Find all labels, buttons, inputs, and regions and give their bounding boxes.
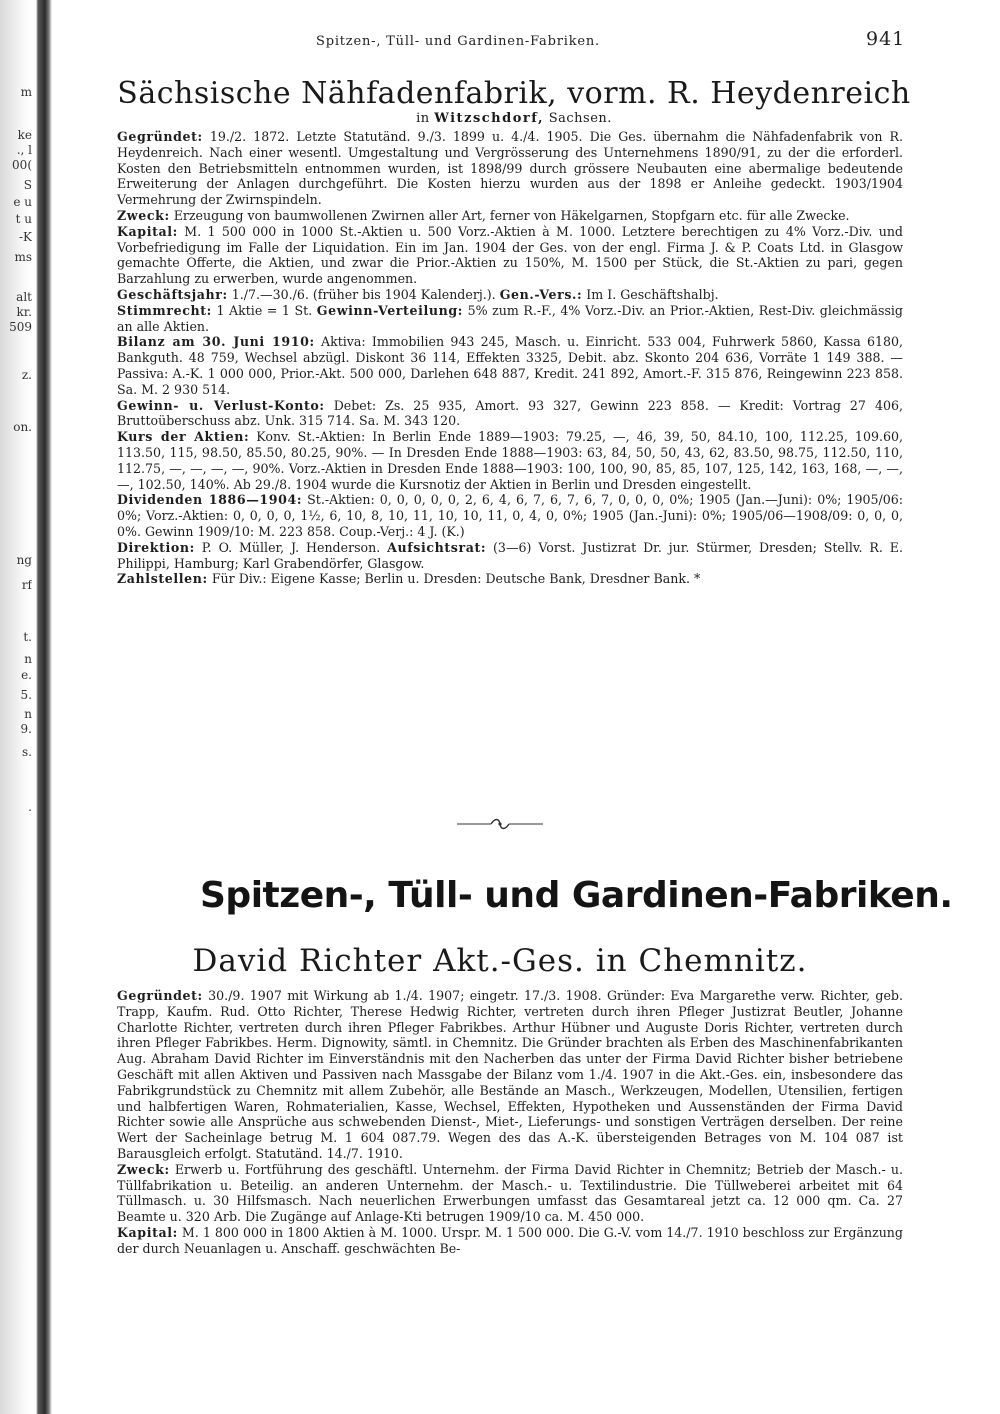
entry-paragraph [117, 287, 903, 303]
margin-fragment: e. [21, 668, 32, 682]
section-divider-ornament [455, 817, 545, 831]
company1-location-suffix: Sachsen. [548, 111, 612, 126]
margin-fragment: ke [17, 128, 32, 142]
entry-text: Aktiva: Immobilien 943 245, Masch. u. Einricht. 533 004, Fuhrwerk 5860, Kassa 6180, Bankguth. 48 759, Wechsel abzügl. Diskont 36 114, Effekten 3325, Debit. abz. Skonto 204 636, Vorräte 1 149 388. — Passiva: A.-K. 1 000 000, Prior.-Akt. 500 000, Darlehen 648 887, Kredit. 241 892, Amort.-F. 315 876, Reingewinn 223 858. Sa. M. 2 930 514. [117, 334, 903, 397]
entry-label: Dividenden 1886—1904: [117, 492, 303, 508]
entry-text: M. 1 800 000 in 1800 Aktien à M. 1000. Urspr. M. 1 500 000. Die G.-V. vom 14./7. 1910 beschloss zur Ergänzung der durch Neuanlagen u. Anschaff. geschwächten Be- [117, 1224, 903, 1256]
entry-text: Für Div.: Eigene Kasse; Berlin u. Dresden: Deutsche Bank, Dresdner Bank. * [207, 571, 701, 587]
entry-text: St.-Aktien: 0, 0, 0, 0, 0, 2, 6, 4, 6, 7, 6, 7, 6, 7, 0, 0, 0, 0%; 1905 (Jan.—Juni): 0%; 1905/06: 0%; Vorz.-Aktien: 0, 0, 0, 0, 1½, 6, 10, 8, 10, 11, 10, 10, 11, 0, 4, 0, 0%; 1905 (Jan.-Juni): 0%; 1905/06—1908/09: 0, 0, 0, 0%. Gewinn 1909/10: M. 223 858. Coup.-Verj.: 4 J. (K.) [117, 492, 903, 539]
page-number: 941 [866, 28, 906, 50]
entry-label: Gegründet: [117, 129, 203, 144]
entry-paragraph [117, 540, 903, 572]
entry-text: Erzeugung von baumwollenen Zwirnen aller Art, ferner von Häkelgarnen, Stopfgarn etc. für alle Zwecke. [169, 207, 850, 223]
entry-label: Zahlstellen: [117, 571, 208, 587]
company1-location-town: Witzschdorf, [434, 111, 545, 126]
margin-fragment: ., l [16, 143, 32, 157]
entry-text: 1 Aktie = 1 St. [211, 302, 313, 318]
entry-text: 19./2. 1872. Letzte Statutänd. 9./3. 1899 u. 4./4. 1905. Die Ges. übernahm die Nähfadenfabrik von R. Heydenreich. Nach einer wesentl. Umgestaltung und Vergrösserung des Unternehmens 1890/91, zu der die erforderl. Kosten den Betriebsmitteln entnommen wurden, ist 1898/99 durch grössere Neubauten eine abermalige bedeutende Erweiterung der Anlagen durchgeführt. Die Kosten hierzu wurden aus der 1898 er Anleihe gedeckt. 1903/1904 Vermehrung der Zwirnspindeln. [117, 129, 903, 208]
entry-label: Gegründet: [117, 988, 203, 1003]
margin-fragment: . [28, 800, 32, 814]
entry-label: Zweck: [117, 1161, 170, 1177]
margin-fragment: 509 [9, 320, 32, 334]
margin-fragment: m [20, 85, 32, 99]
entry-paragraph [117, 334, 903, 397]
entry-text: Debet: Zs. 25 935, Amort. 93 327, Gewinn 223 858. — Kredit: Vortrag 27 406, Bruttoüberschuss abz. Unk. 315 714. Sa. M. 343 120. [117, 397, 903, 429]
entry-label: Kapital: [117, 223, 178, 239]
entry-text: P. O. Müller, J. Henderson. [194, 539, 381, 555]
entry-paragraph [117, 429, 903, 492]
entry-text: 5% zum R.-F., 4% Vorz.-Div. an Prior.-Aktien, Rest-Div. gleichmässig an alle Aktien. [117, 302, 903, 334]
margin-fragment: ms [14, 250, 32, 264]
entry-paragraph [117, 208, 903, 224]
section-title: Spitzen-, Tüll- und Gardinen-Fabriken. [200, 875, 953, 916]
entry-label: Aufsichtsrat: [387, 539, 487, 555]
margin-fragment: 9. [20, 722, 32, 736]
entry-paragraph [117, 1162, 903, 1225]
entry-label: Gewinn- u. Verlust-Konto: [117, 397, 325, 413]
entry-text: (3—6) Vorst. Justizrat Dr. jur. Stürmer, Dresden; Stellv. R. E. Philippi, Hamburg; Karl Grabendörfer, Glasgow. [117, 539, 903, 571]
entry-paragraph [117, 224, 903, 287]
company1-entry [117, 129, 903, 587]
margin-fragment: n [24, 652, 32, 666]
entry-label: Gen.-Vers.: [499, 286, 583, 302]
company2-entry [117, 988, 903, 1257]
margin-fragment: kr. [16, 305, 32, 319]
entry-text: M. 1 500 000 in 1000 St.-Aktien u. 500 Vorz.-Aktien à M. 1000. Letztere berechtigen zu 4% Vorz.-Div. und Vorbefriedigung im Falle der Liquidation. Ein im Jan. 1904 der Ges. von der engl. Firma J. & P. Coats Ltd. in Glasgow gemachte Offerte, die Aktien, und zwar die Prior.-Aktien zu 150%, M. 1500 per Stück, die St.-Aktien zu pari, gegen Barzahlung zu erwerben, wurde angenommen. [117, 223, 903, 287]
entry-paragraph [117, 492, 903, 539]
entry-text: 30./9. 1907 mit Wirkung ab 1./4. 1907; eingetr. 17./3. 1908. Gründer: Eva Margarethe verw. Richter, geb. Trapp, Kaufm. Rud. Otto Richter, Therese Hedwig Richter, vertreten durch ihren Pfleger Justizrat Beutler, Johanne Charlotte Richter, vertreten durch ihren Pfleger Fabrikbes. Arthur Hübner und Auguste Doris Richter, vertreten durch ihren Pfleger Fabrikbes. Herm. Dignowity, sämtl. in Chemnitz. Die Gründer brachten als Erben des Maschinenfabrikanten Aug. Abraham David Richter im Einverständnis mit den Nacherben das unter der Firma David Richter bisher betriebene Geschäft mit allen Aktiven und Passiven nach Massgabe der Bilanz vom 1./4. 1907 in die Akt.-Ges. ein, insbesondere das Fabrikgrundstück zu Chemnitz mit allem Zubehör, alle Bestände an Masch., Werkzeugen, Modellen, Utensilien, fertigen und halbfertigen Waren, Rohmaterialien, Kasse, Wechsel, Effekten, Hypotheken und Aussenständen der Firma David Richter sowie alle Ansprüche aus schwebenden Dienst-, Miet-, Lieferungs- und sonstigen Verträgen derselben. Der reine Wert der Sacheinlage betrug M. 1 604 087.79. Wegen des das A.-K. übersteigenden Betrages von M. 104 087 ist Barausgleich erfolgt. Statutänd. 14./7. 1910. [117, 988, 903, 1161]
entry-label: Direktion: [117, 539, 195, 555]
entry-label: Kurs der Aktien: [117, 429, 250, 445]
entry-label: Gewinn-Verteilung: [316, 302, 464, 318]
entry-label: Zweck: [117, 207, 170, 223]
running-head: Spitzen-, Tüll- und Gardinen-Fabriken. [316, 34, 600, 49]
company1-location-prefix: in [416, 111, 430, 126]
entry-label: Stimmrecht: [117, 302, 212, 318]
margin-fragment: alt [16, 290, 32, 304]
entry-paragraph [117, 1225, 903, 1257]
entry-paragraph [117, 988, 903, 1162]
company2-title: David Richter Akt.-Ges. in Chemnitz. [192, 943, 808, 979]
margin-fragment: S [23, 178, 32, 192]
entry-paragraph [117, 129, 903, 208]
margin-fragment: t u [15, 212, 32, 226]
entry-text: Erwerb u. Fortführung des geschäftl. Unternehm. der Firma David Richter in Chemnitz; Betrieb der Masch.- u. Tüllfabrikation u. Beteilig. an anderen Unternehm. der Masch.- u. Textilindustrie. Die Tüllweberei arbeitet mit 64 Tüllmasch. u. 30 Hilfsmasch. Nach neuerlichen Erwerbungen umfasst das Gesamtareal jetzt ca. 12 000 qm. Ca. 27 Beamte u. 320 Arb. Die Zugänge auf Anlage-Kti betrugen 1909/10 ca. M. 450 000. [117, 1161, 903, 1225]
entry-label: Kapital: [117, 1224, 178, 1240]
margin-fragment: 5. [20, 688, 32, 702]
margin-fragment: t. [23, 630, 32, 644]
margin-fragment: ng [16, 553, 32, 567]
entry-label: Bilanz am 30. Juni 1910: [117, 334, 315, 350]
entry-paragraph [117, 398, 903, 430]
company1-title: Sächsische Nähfadenfabrik, vorm. R. Heydenreich [117, 76, 911, 111]
margin-fragment: on. [13, 420, 32, 434]
entry-label: Geschäftsjahr: [117, 286, 228, 302]
entry-paragraph [117, 571, 903, 587]
entry-text: Konv. St.-Aktien: In Berlin Ende 1889—1903: 79.25, —, 46, 39, 50, 84.10, 100, 112.25, 109.60, 113.50, 115, 98.50, 85.50, 80.25, 90%. — In Dresden Ende 1888—1903: 63, 84, 50, 50, 43, 62, 83.50, 98.75, 112.50, 110, 112.75, —, —, —, —, 90%. Vorz.-Aktien in Dresden Ende 1888—1903: 100, 100, 90, 85, 85, 107, 125, 142, 163, 168, —, —, —, 102.50, 140%. Ab 29./8. 1904 wurde die Kursnotiz der Aktien in Berlin und Dresden eingestellt. [117, 429, 903, 492]
margin-fragment: 00( [12, 158, 32, 172]
margin-fragment: -K [18, 230, 32, 244]
margin-fragment: z. [21, 368, 32, 382]
margin-fragment: n [24, 707, 32, 721]
margin-fragment: s. [22, 745, 32, 759]
company1-location [14, 111, 1000, 126]
margin-fragment: e u [13, 195, 32, 209]
entry-text: 1./7.—30./6. (früher bis 1904 Kalenderj.). [227, 286, 496, 302]
entry-paragraph [117, 303, 903, 335]
entry-text: Im I. Geschäftshalbj. [582, 286, 719, 302]
margin-fragment: rf [21, 578, 32, 592]
